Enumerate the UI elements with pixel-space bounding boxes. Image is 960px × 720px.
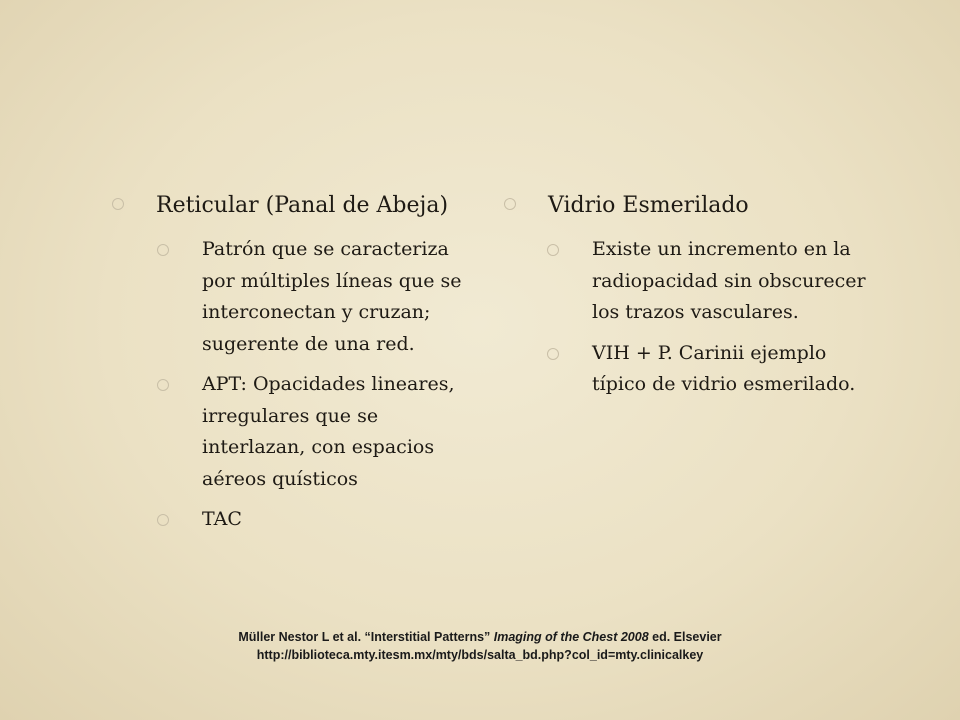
left-bullet-item	[154, 234, 464, 360]
left-heading: Reticular (Panal de Abeja)	[156, 193, 449, 218]
right-bullet-item	[544, 234, 872, 329]
left-bullet-text: Patrón que se caracteriza por múltiples líneas que se interconectan y cruzan; sugerente de una red.	[202, 238, 462, 355]
right-bullet-text: Existe un incremento en la radiopacidad sin obscurecer los trazos vasculares.	[592, 238, 866, 323]
left-column	[108, 190, 468, 545]
citation	[180, 628, 780, 664]
left-bullet-text: APT: Opacidades lineares, irregulares que se interlazan, con espacios aéreos quísticos	[202, 373, 455, 490]
circle-bullet-icon	[157, 379, 169, 391]
left-bullet-item	[154, 369, 464, 495]
citation-source: ed. Elsevier http://biblioteca.mty.itesm.mx/mty/bds/salta_bd.php?col_id=mty.clinicalkey	[256, 630, 722, 662]
left-bullet-text: TAC	[202, 508, 242, 530]
right-heading-item	[500, 190, 870, 222]
right-bullet-text: VIH + P. Carinii ejemplo típico de vidrio esmerilado.	[592, 341, 856, 395]
circle-bullet-icon	[157, 244, 169, 256]
right-heading: Vidrio Esmerilado	[548, 193, 749, 218]
circle-bullet-icon	[547, 348, 559, 360]
left-heading-item	[108, 190, 468, 222]
circle-bullet-icon	[112, 198, 124, 210]
circle-bullet-icon	[157, 514, 169, 526]
right-bullet-item	[544, 338, 872, 401]
circle-bullet-icon	[504, 198, 516, 210]
right-column	[500, 190, 870, 410]
citation-authors: Müller Nestor L et al. “Interstitial Patterns”	[238, 630, 494, 644]
circle-bullet-icon	[547, 244, 559, 256]
left-bullet-item	[154, 504, 464, 536]
citation-journal: Imaging of the Chest 2008	[493, 630, 649, 644]
